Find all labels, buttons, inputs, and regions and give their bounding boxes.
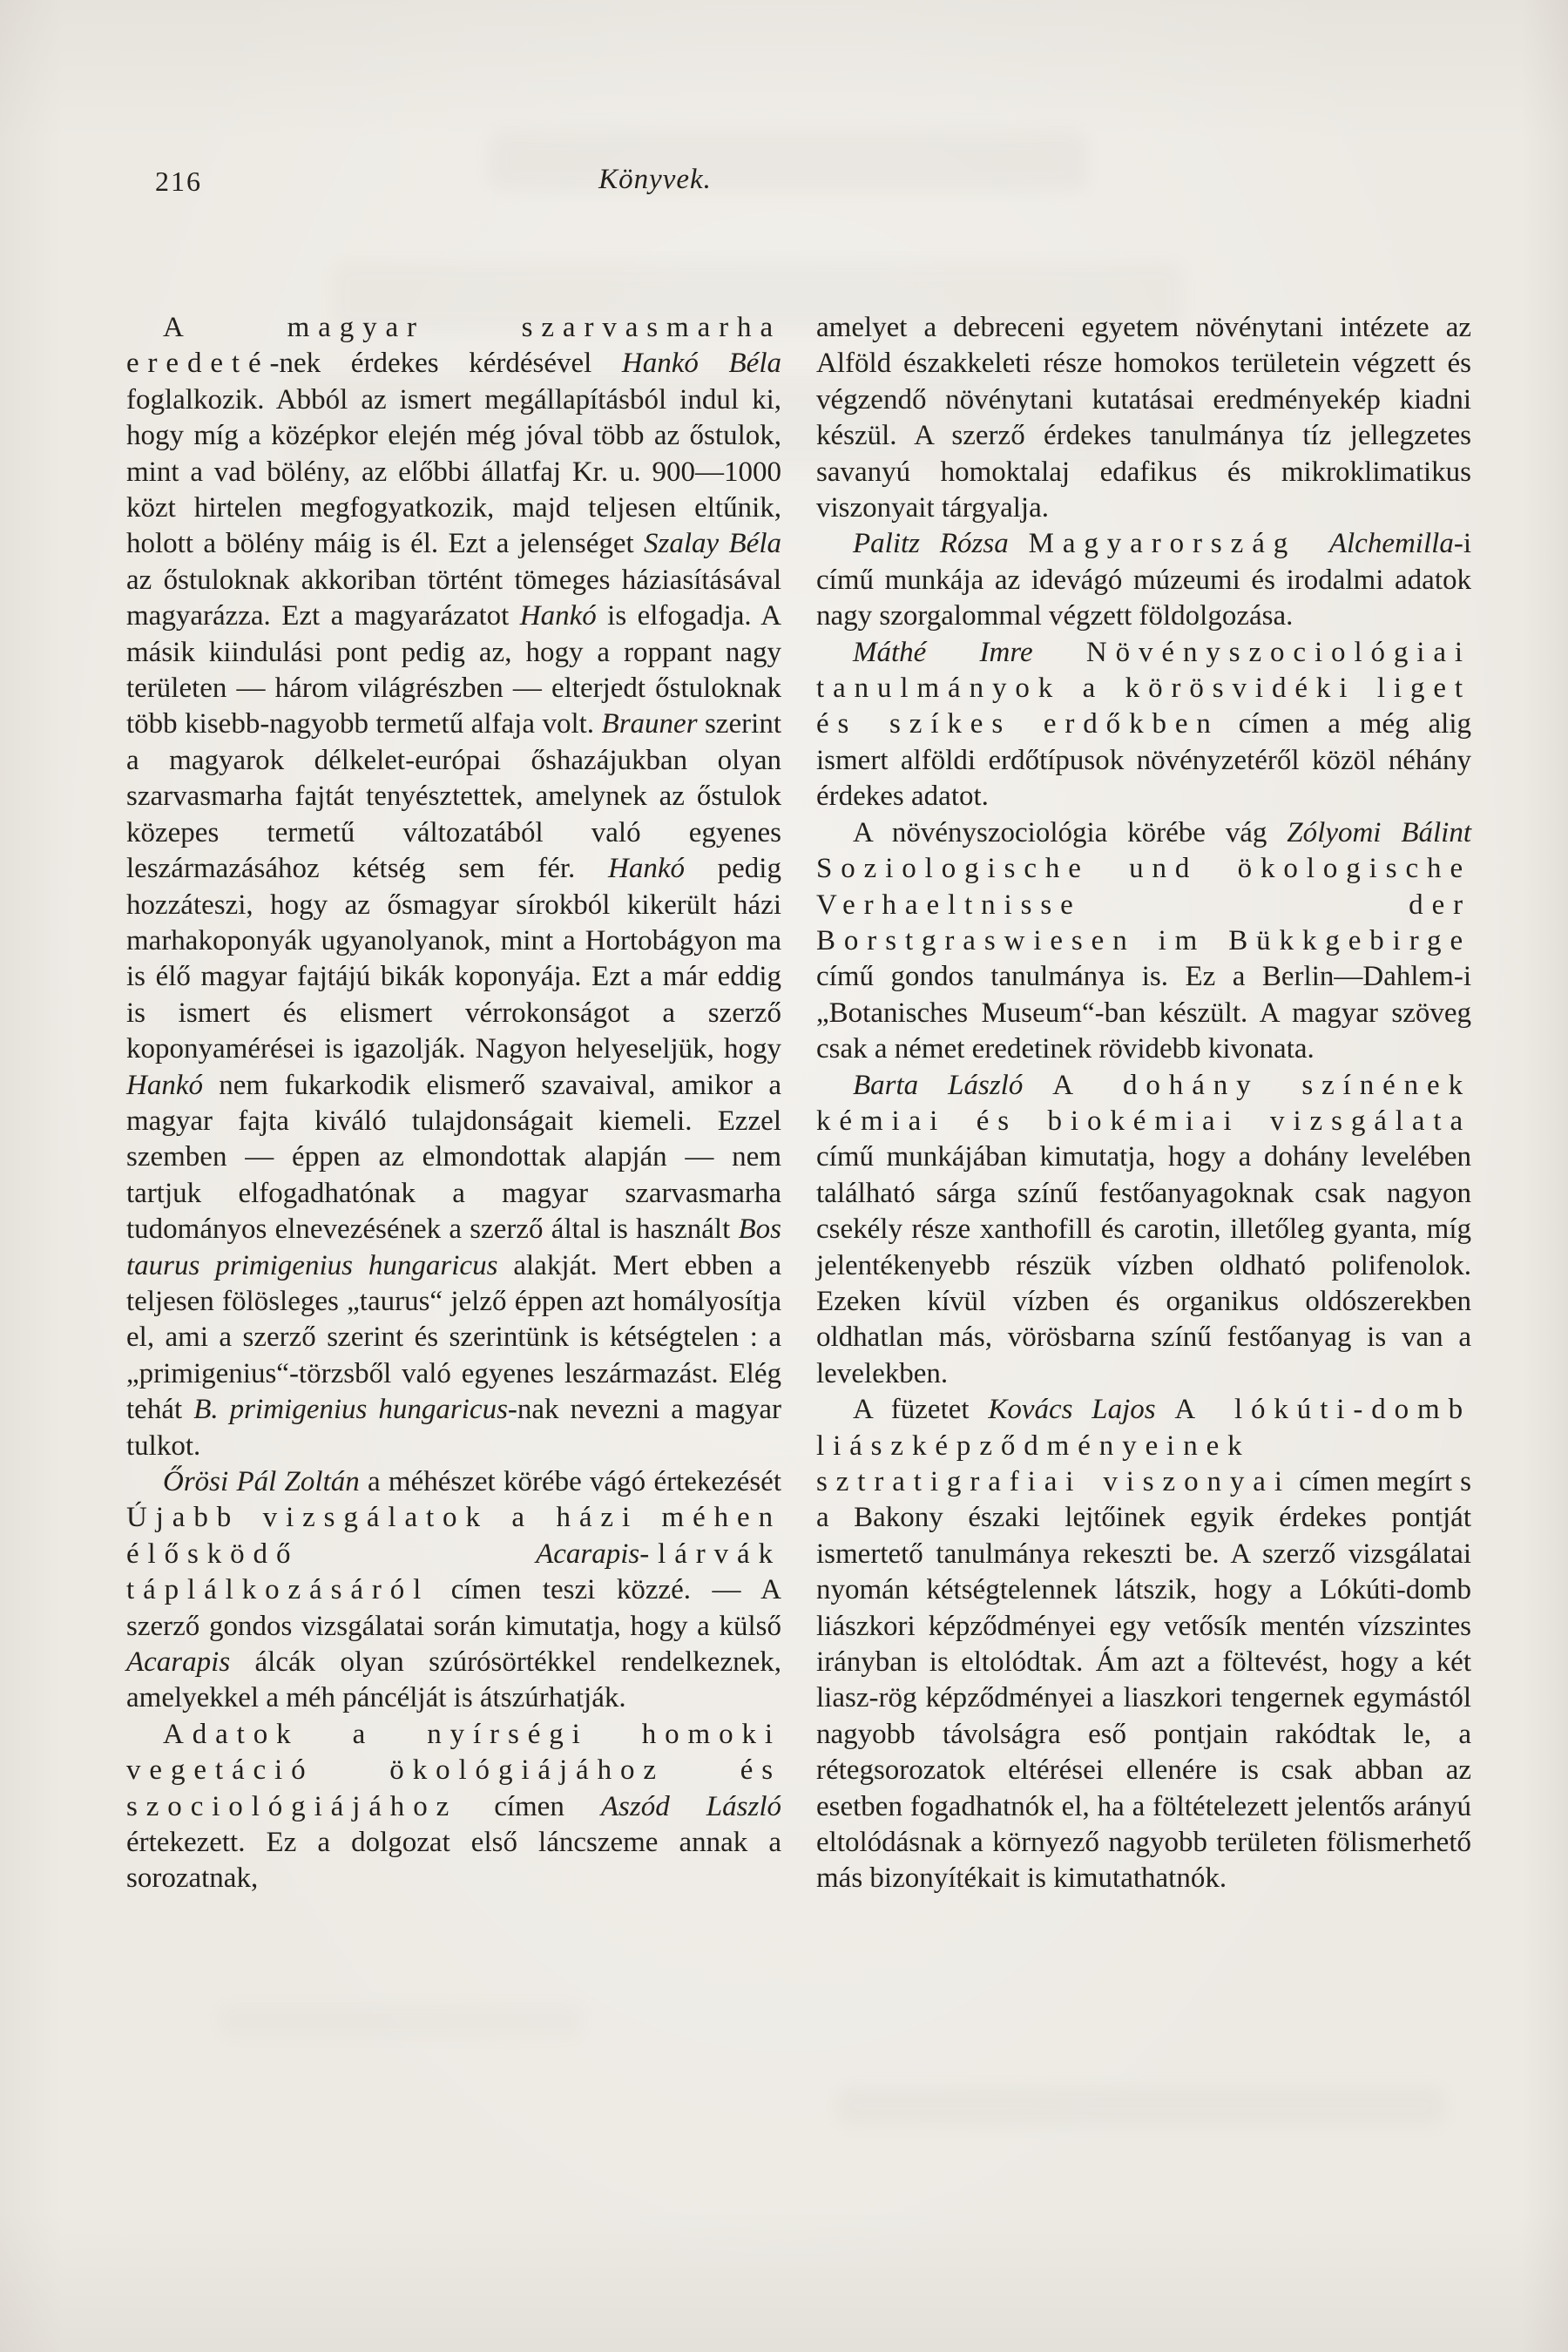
running-title: Könyvek. bbox=[598, 164, 712, 195]
text-segment-italic: Kovács Lajos bbox=[988, 1394, 1156, 1426]
text-segment-italic: Őrösi Pál Zoltán bbox=[163, 1466, 360, 1497]
bleed-through-artifact bbox=[218, 2004, 584, 2038]
text-segment-plain: -nak nevezni a magyar tulkot. bbox=[126, 1394, 781, 1462]
text-segment-plain: címen megírt s a Bakony északi lejtőinek egyik érdekes pontját ismertető tanulmánya rekeszti be. A szerző vizsgálatai nyomán kétségtelennek látszik, hogy a Lókúti-domb liászkori képződményei egy vetősík mentén vízszintes irányban is eltolódtak. Ám azt a föltevést, hogy a két liasz-rög képződményei a liaszkori tengernek egymástól nagyobb távolságra eső pontjain rakódtak le, a rétegsorozatok eltérései ellenére is csak abban az esetben fogadhatnók el, ha a föltételezett jelentős arányú eltolódásnak a környező nagyobb területen fölismerhető más bizonyítékait is kimutathatnók. bbox=[816, 1466, 1471, 1895]
paragraph bbox=[126, 1717, 781, 1897]
text-segment-italic: Aszód László bbox=[600, 1790, 781, 1822]
text-segment-spaced: Adatok a nyírségi homoki vegetáció ökológiájához és szociológiájához bbox=[126, 1718, 781, 1822]
text-segment-plain: címen a még alig ismert alföldi erdőtípusok növényzetéről közöl néhány érdekes adatot. bbox=[816, 708, 1471, 813]
left-column bbox=[126, 310, 781, 1897]
text-segment-spaced: A lókúti-domb liászképződményeinek sztratigrafiai viszonyai bbox=[816, 1394, 1472, 1497]
text-segment-plain bbox=[1156, 1394, 1175, 1425]
paragraph bbox=[126, 1464, 781, 1717]
text-segment-plain: nem fukarkodik elismerő szavaival, amikor a magyar fajta kiváló tulajdonságait kiemeli. Ezzel szemben — éppen az elmondottak alapján — nem tartjuk elfogadhatónak a magyar szarvasmarha tudományos elnevezésének a szerző által is használt bbox=[126, 1069, 781, 1246]
text-segment-italic: Szalay Béla bbox=[644, 528, 781, 560]
text-segment-plain: címen bbox=[457, 1790, 601, 1822]
paragraph bbox=[816, 1392, 1471, 1897]
bleed-through-artifact bbox=[836, 2086, 1446, 2126]
text-segment-spaced: Magyarország bbox=[1028, 528, 1329, 560]
text-segment-italic: Hankó bbox=[519, 600, 597, 632]
text-segment-italic: Zólyomi Bálint bbox=[1287, 816, 1471, 848]
text-segment-plain: álcák olyan szúrósörtékkel rendelkeznek, amelyekkel a méh páncélját is átszúrhatják. bbox=[126, 1646, 781, 1714]
text-segment-plain bbox=[1033, 637, 1086, 668]
text-segment-plain: foglalkozik. Abból az ismert megállapításból indul ki, hogy míg a középkor elején még jóval több az őstulok, mint a vad bölény, az előbbi állatfaj Kr. u. 900—1000 közt hirtelen megfogyatkozik, majd teljesen eltűnik, holott a bölény máig is él. Ezt a jelenséget bbox=[126, 383, 781, 560]
text-segment-italic: Hankó bbox=[126, 1069, 203, 1101]
text-segment-italic: Hankó bbox=[607, 853, 685, 885]
text-segment-plain: értekezett. Ez a dolgozat első láncszeme annak a sorozatnak, bbox=[126, 1827, 781, 1895]
paragraph bbox=[126, 310, 781, 1464]
text-segment-italic: Alchemilla bbox=[1328, 528, 1454, 560]
text-segment-italic: Acarapis bbox=[536, 1538, 640, 1570]
text-segment-plain: című gondos tanulmánya is. Ez a Berlin—Dahlem-i „Botanisches Museum“-ban készült. A magyar szöveg csak a német eredetinek rövidebb kivonata. bbox=[816, 961, 1471, 1065]
text-segment-spaced: A dohány színének kémiai és biokémiai vizsgálata bbox=[816, 1069, 1471, 1137]
paragraph bbox=[816, 526, 1471, 634]
text-segment-plain bbox=[1009, 528, 1029, 559]
text-segment-plain: is elfogadja. A másik kiindulási pont pedig az, hogy a roppant nagy területen — három világrészben — elterjedt őstuloknak több kisebb-nagyobb termetű alfaja volt. bbox=[126, 600, 782, 740]
text-segment-spaced: A magyar szarvasmarha eredeté bbox=[126, 312, 781, 380]
paragraph bbox=[816, 1068, 1471, 1393]
text-block bbox=[126, 310, 1471, 1897]
text-segment-plain: az őstuloknak akkoriban történt tömeges háziasításával magyarázza. Ezt a magyarázatot bbox=[126, 564, 781, 632]
text-segment-plain: című munkájában kimutatja, hogy a dohány levelében található sárga színű festőanyagoknak csak nagyon csekély része xanthofill és carotin, illetőleg gyanta, míg jelentékenyebb részük vízben oldható polifenolok. Ezeken kívül vízben és organikus oldószerekben oldhatlan más, vörösbarna színű festőanyag is van a levelekben. bbox=[816, 1141, 1471, 1389]
paragraph bbox=[816, 635, 1471, 815]
paragraph bbox=[816, 310, 1471, 526]
page-number: 216 bbox=[155, 166, 202, 197]
text-segment-spaced: Soziologische und ökologische Verhaeltnisse der Borstgraswiesen im Bükkgebirge bbox=[816, 853, 1471, 956]
text-segment-plain: amelyet a debreceni egyetem növénytani intézete az Alföld északkeleti része homokos területein végzett és végzendő növénytani kutatásai eredményekép kiadni készül. A szerző érdekes tanulmánya tíz jellegzetes savanyú homoktalaj edafikus és mikroklimatikus viszonyait tárgyalja. bbox=[816, 312, 1471, 524]
paragraph bbox=[816, 815, 1471, 1068]
text-segment-plain bbox=[1023, 1070, 1052, 1101]
text-segment-plain: a méhészet körébe vágó értekezését bbox=[359, 1466, 781, 1497]
text-segment-italic: Barta László bbox=[853, 1069, 1024, 1101]
right-column bbox=[816, 310, 1471, 1897]
text-segment-plain: A növényszociológia körébe vág bbox=[853, 816, 1288, 848]
text-segment-plain: -nek érdekes kérdésével bbox=[269, 348, 622, 380]
text-segment-italic: Hankó Béla bbox=[621, 348, 781, 380]
bleed-through-artifact bbox=[488, 131, 1089, 192]
text-segment-italic: Brauner bbox=[601, 708, 698, 740]
text-segment-spaced: Növényszociológiai tanulmányok a körösvidéki liget és szíkes erdőkben bbox=[816, 636, 1471, 740]
text-segment-plain: szerint a magyarok délkelet-európai őshazájukban olyan szarvasmarha fajtát tenyésztettek, amelynek az őstulok közepes termetű változatából való egyenes leszármazásához kétség sem fér. bbox=[126, 708, 781, 885]
text-segment-italic: Palitz Rózsa bbox=[853, 528, 1009, 560]
text-segment-plain: pedig hozzáteszi, hogy az ősmagyar sírokból kikerült házi marhakoponyák ugyanolyanok, mint a Hortobágyon ma is élő magyar fajtájú bikák koponyája. Ezt a már eddig is ismert és elismert vérrokonságot a szerző koponyamérései is igazolják. Nagyon helyeseljük, hogy bbox=[126, 853, 781, 1065]
text-segment-plain: A füzetet bbox=[853, 1394, 989, 1426]
text-segment-plain: -i című munkája az idevágó múzeumi és irodalmi adatok nagy szorgalommal végzett földolgozása. bbox=[816, 528, 1471, 632]
text-segment-plain: címen teszi közzé. — A szerző gondos vizsgálatai során kimutatja, hogy a külső bbox=[126, 1574, 781, 1642]
text-segment-italic: Máthé Imre bbox=[853, 636, 1033, 668]
text-segment-italic: B. primigenius hungaricus bbox=[193, 1394, 508, 1426]
text-segment-italic: Acarapis bbox=[126, 1646, 231, 1679]
text-segment-plain: alakját. Mert ebben a teljesen fölösleges „taurus“ jelző éppen azt homályosítja el, ami a szerző szerint és szerintünk is kétségtelen : a „primigenius“-törzsből való egyenes leszármazást. Elég tehát bbox=[126, 1249, 781, 1426]
text-segment-spaced: -lárvák táplálkozásáról bbox=[126, 1538, 781, 1606]
text-segment-italic: Bos taurus primigenius hungaricus bbox=[126, 1213, 781, 1281]
text-segment-spaced: Újabb vizsgálatok a házi méhen élősködő bbox=[126, 1502, 781, 1570]
